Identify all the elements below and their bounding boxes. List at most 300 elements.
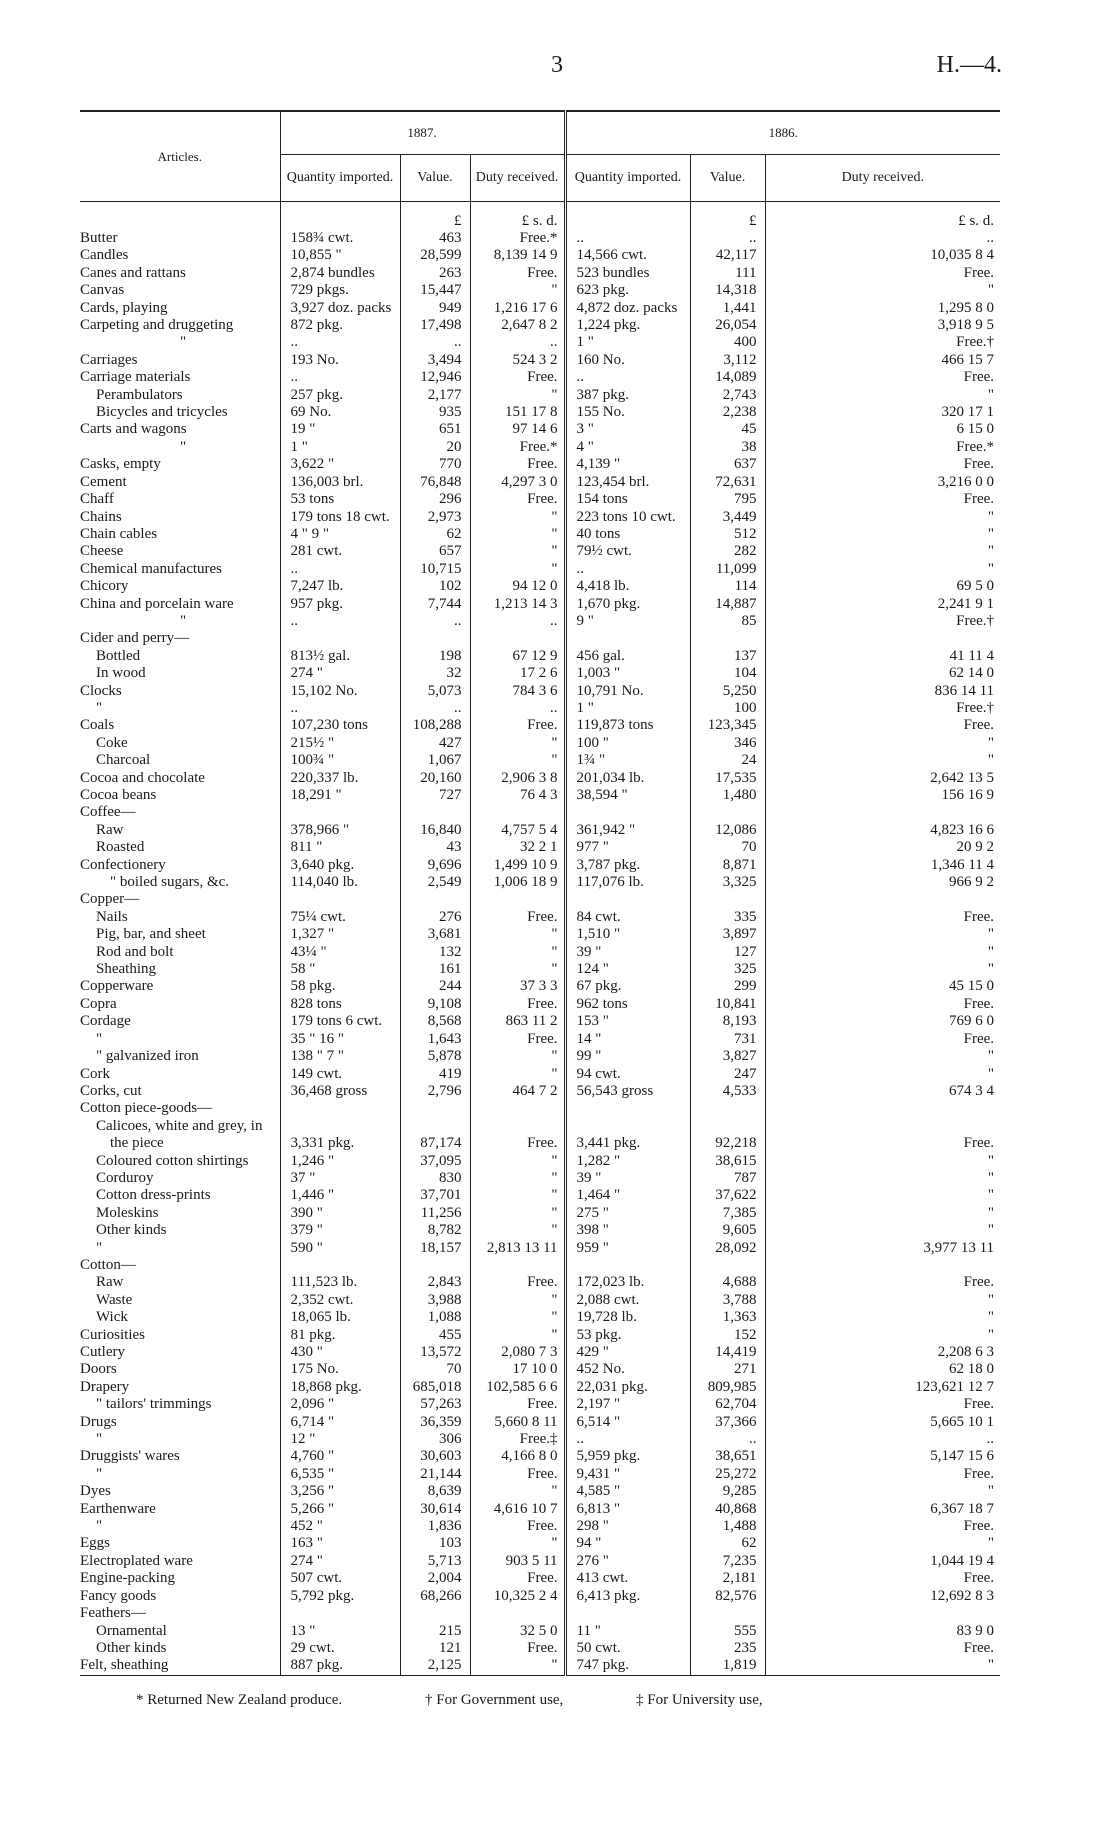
duty-1886-cell: " [765,1048,1000,1065]
table-row [80,874,1000,891]
value-1887-cell: 2,177 [400,387,470,404]
value-1887-cell: 463 [400,230,470,247]
duty-1886-cell: 769 6 0 [765,1013,1000,1030]
duty-1887-cell: " [470,543,565,560]
quantity-1886-cell: 100 " [565,735,690,752]
value-1886-cell: 787 [690,1170,765,1187]
value-1887-cell: 263 [400,265,470,282]
quantity-1887-cell: 58 " [280,961,400,978]
duty-1886-cell: Free. [765,491,1000,508]
duty-1886-cell: " [765,561,1000,578]
value-1886-cell: 85 [690,613,765,630]
duty-1887-cell: " [470,387,565,404]
quantity-1887-cell: 29 cwt. [280,1640,400,1657]
article-cell: " [96,699,103,716]
value-1886-cell: 62,704 [690,1396,765,1413]
value-1887-cell: 11,256 [400,1205,470,1222]
table-row [80,1048,1000,1065]
table-row [80,1657,1000,1675]
article-cell: Cards, playing [80,299,168,316]
quantity-1887-cell: 3,622 " [280,456,400,473]
duty-1886-cell [765,1100,1000,1117]
duty-1887-cell: 1,213 14 3 [470,596,565,613]
article-cell: Dyes [80,1483,111,1500]
table-row [80,543,1000,560]
value-1886-cell: 2,181 [690,1570,765,1587]
duty-1886-cell: 69 5 0 [765,578,1000,595]
value-1887-cell: 70 [400,1361,470,1378]
duty-1886-cell: 836 14 11 [765,683,1000,700]
quantity-1887-cell: 215½ " [280,735,400,752]
value-1886-cell: 4,688 [690,1274,765,1291]
quantity-1886-cell [565,1257,690,1274]
duty-1886-cell: " [765,1066,1000,1083]
duty-1887-cell [470,630,565,647]
quantity-1886-cell: 154 tons [565,491,690,508]
table-row [80,804,1000,821]
value-1886-cell: 14,887 [690,596,765,613]
table-row [80,491,1000,508]
value-1886-cell: 38,615 [690,1153,765,1170]
duty-1886-cell: Free. [765,369,1000,386]
value-1886-cell: 62 [690,1535,765,1552]
duty-1887-cell: 524 3 2 [470,352,565,369]
article-cell: Druggists' wares [80,1448,180,1465]
duty-1887-cell: 4,616 10 7 [470,1501,565,1518]
quantity-1886-cell: 6,813 " [565,1501,690,1518]
duty-1886-cell: Free. [765,1466,1000,1483]
quantity-1887-cell: 811 " [280,839,400,856]
quantity-1886-cell: 2,197 " [565,1396,690,1413]
table-row [80,404,1000,421]
table-row [80,578,1000,595]
quantity-1886-cell [565,1100,690,1117]
quantity-1887-cell [280,804,400,821]
duty-1887-cell: " [470,1048,565,1065]
table-row [80,1153,1000,1170]
value-1887-cell: 276 [400,909,470,926]
duty-1887-cell: " [470,1205,565,1222]
article-cell: Cheese [80,543,124,560]
value-1886-cell: 4,533 [690,1083,765,1100]
quantity-1887-cell: 2,352 cwt. [280,1292,400,1309]
table-row [80,613,1000,630]
article-cell: Cutlery [80,1344,125,1360]
quantity-1887-cell: 590 " [280,1240,400,1257]
table-row [80,509,1000,526]
duty-1886-cell: Free.† [765,700,1000,717]
value-1887-cell: 30,614 [400,1501,470,1518]
page-number: 3 [551,52,563,78]
duty-1887-cell: 2,080 7 3 [470,1344,565,1361]
value-1887-cell: 17,498 [400,317,470,334]
value-1886-cell [690,630,765,647]
duty-1887-cell: 4,166 8 0 [470,1448,565,1465]
article-cell: Chemical manufactures [80,560,223,577]
article-cell: the piece [110,1135,164,1152]
quantity-1887-cell: 378,966 " [280,822,400,839]
duty-1886-cell: 1,295 8 0 [765,300,1000,317]
value-1887-cell: 9,696 [400,857,470,874]
value-1886-cell: 8,871 [690,857,765,874]
value-1887-cell: 121 [400,1640,470,1657]
duty-1887-cell: " [470,944,565,961]
value-1886-cell: 14,318 [690,282,765,299]
quantity-1887-cell: 136,003 brl. [280,474,400,491]
value-1887-cell: 727 [400,787,470,804]
table-row [80,1379,1000,1396]
quantity-1887-cell: 379 " [280,1222,400,1239]
quantity-1886-cell: 123,454 brl. [565,474,690,491]
table-row [80,1100,1000,1117]
quantity-1887-cell: 5,266 " [280,1501,400,1518]
value-1887-cell: 13,572 [400,1344,470,1361]
duty-1887-cell: 4,297 3 0 [470,474,565,491]
quantity-1886-cell: 1,003 " [565,665,690,682]
duty-1886-cell: 62 18 0 [765,1361,1000,1378]
article-cell: Roasted [96,839,145,856]
quantity-1886-cell: 160 No. [565,352,690,369]
value-1886-cell: 3,325 [690,874,765,891]
article-cell: Eggs [80,1535,110,1552]
value-1887-cell: 108,288 [400,717,470,734]
article-cell: Calicoes, white and grey, in [96,1117,263,1134]
article-cell: " [96,1518,103,1535]
quantity-1886-cell: 19,728 lb. [565,1309,690,1326]
duty-1887-cell: 1,216 17 6 [470,300,565,317]
quantity-1887-cell: 36,468 gross [280,1083,400,1100]
value-1886-cell: 9,605 [690,1222,765,1239]
quantity-1886-cell: 456 gal. [565,648,690,665]
table-body [80,202,1000,1676]
table-row [80,961,1000,978]
value-1887-cell: 21,144 [400,1466,470,1483]
article-cell: Drugs [80,1413,117,1430]
article-cell: Cordage [80,1013,131,1030]
table-row [80,1327,1000,1344]
table-row [80,1535,1000,1552]
quantity-1886-cell: 79½ cwt. [565,543,690,560]
quantity-1886-cell: 298 " [565,1518,690,1535]
duty-1887-cell: " [470,561,565,578]
quantity-1886-cell: 1,510 " [565,926,690,943]
quantity-1886-cell: 9 " [565,613,690,630]
duty-1886-cell: 6,367 18 7 [765,1501,1000,1518]
quantity-1886-cell: 977 " [565,839,690,856]
col-duty-1887: Duty received. [470,155,565,202]
value-1886-cell: 137 [690,648,765,665]
duty-1886-cell: Free.† [765,334,1000,351]
duty-1887-cell: " [470,282,565,299]
value-1886-cell [690,891,765,908]
duty-1886-cell: Free. [765,265,1000,282]
table-row [80,1396,1000,1413]
duty-1887-cell: 5,660 8 11 [470,1414,565,1431]
quantity-1887-cell: 149 cwt. [280,1066,400,1083]
table-row [80,230,1000,247]
article-cell: Other kinds [96,1639,167,1656]
article-cell: Raw [96,821,124,838]
quantity-1886-cell [565,1118,690,1135]
value-1887-cell: 37,095 [400,1153,470,1170]
quantity-1887-cell: 18,065 lb. [280,1309,400,1326]
value-1887-cell: 36,359 [400,1414,470,1431]
table-row [80,561,1000,578]
value-1886-cell: 37,622 [690,1187,765,1204]
value-1887-cell [400,1118,470,1135]
duty-1886-cell: 5,665 10 1 [765,1414,1000,1431]
table-row [80,1570,1000,1587]
article-cell: Feathers— [80,1605,146,1622]
quantity-1886-cell: 413 cwt. [565,1570,690,1587]
value-1887-cell: 2,843 [400,1274,470,1291]
quantity-1887-cell: 75¼ cwt. [280,909,400,926]
duty-1886-cell: " [765,1153,1000,1170]
duty-1887-cell: Free. [470,996,565,1013]
value-1886-cell [690,1118,765,1135]
quantity-1886-cell: .. [565,561,690,578]
table-row [80,909,1000,926]
footnote-returned-nz: * Returned New Zealand produce. [136,1692,343,1708]
value-1887-cell [400,804,470,821]
quantity-1887-cell: 281 cwt. [280,543,400,560]
duty-1887-cell: 4,757 5 4 [470,822,565,839]
quantity-1887-cell: .. [280,369,400,386]
duty-1886-cell: 320 17 1 [765,404,1000,421]
article-cell: Canvas [80,282,125,299]
quantity-1887-cell: .. [280,700,400,717]
duty-1887-cell: 2,906 3 8 [470,770,565,787]
table-row [80,282,1000,299]
article-cell: Engine-packing [80,1570,175,1587]
duty-1887-cell: Free. [470,1570,565,1587]
quantity-1887-cell: .. [280,561,400,578]
quantity-1887-cell: .. [280,613,400,630]
quantity-1887-cell: 1,327 " [280,926,400,943]
quantity-1886-cell: 747 pkg. [565,1657,690,1675]
value-1886-cell: 637 [690,456,765,473]
duty-1886-cell: 4,823 16 6 [765,822,1000,839]
duty-1887-cell: 2,813 13 11 [470,1240,565,1257]
duty-1887-cell: Free. [470,265,565,282]
table-row [80,1640,1000,1657]
table-row [80,683,1000,700]
duty-1887-cell: " [470,1327,565,1344]
quantity-1887-cell: 257 pkg. [280,387,400,404]
value-1886-cell: 28,092 [690,1240,765,1257]
table-row [80,352,1000,369]
value-1886-cell: 1,441 [690,300,765,317]
duty-1886-cell: .. [765,1431,1000,1448]
duty-1886-cell: Free. [765,717,1000,734]
table-row [80,1344,1000,1361]
duty-1887-cell: " [470,926,565,943]
duty-1887-cell: " [470,752,565,769]
value-1887-cell: 20 [400,439,470,456]
duty-1886-cell [765,804,1000,821]
duty-1886-cell: Free. [765,1396,1000,1413]
value-1886-cell: 2,238 [690,404,765,421]
value-1886-cell: 100 [690,700,765,717]
quantity-1887-cell: 7,247 lb. [280,578,400,595]
table-row [80,1623,1000,1640]
value-1887-cell: .. [400,334,470,351]
duty-1887-cell: 76 4 3 [470,787,565,804]
unit-value-1887: £ [400,202,470,231]
value-1886-cell: 1,819 [690,1657,765,1675]
quantity-1887-cell: 81 pkg. [280,1327,400,1344]
duty-1886-cell: " [765,1309,1000,1326]
table-row [80,1118,1000,1135]
quantity-1886-cell: 53 pkg. [565,1327,690,1344]
duty-1886-cell [765,1118,1000,1135]
duty-1886-cell [765,891,1000,908]
quantity-1887-cell: 175 No. [280,1361,400,1378]
article-cell: " [180,438,187,455]
duty-1886-cell: 12,692 8 3 [765,1588,1000,1605]
table-row [80,630,1000,647]
duty-1887-cell [470,1118,565,1135]
duty-1886-cell: 45 15 0 [765,978,1000,995]
quantity-1886-cell: 94 " [565,1535,690,1552]
quantity-1887-cell: 15,102 No. [280,683,400,700]
value-1886-cell: 282 [690,543,765,560]
table-row [80,1431,1000,1448]
duty-1886-cell: 20 9 2 [765,839,1000,856]
quantity-1887-cell: 37 " [280,1170,400,1187]
article-cell: Carts and wagons [80,421,187,438]
value-1886-cell [690,1257,765,1274]
value-1887-cell [400,891,470,908]
article-cell: Fancy goods [80,1587,157,1604]
value-1887-cell: 8,639 [400,1483,470,1500]
quantity-1887-cell: 3,256 " [280,1483,400,1500]
duty-1887-cell: " [470,1187,565,1204]
duty-1887-cell: 1,006 18 9 [470,874,565,891]
quantity-1886-cell: 4,139 " [565,456,690,473]
duty-1887-cell: Free. [470,491,565,508]
table-row [80,1483,1000,1500]
value-1886-cell: 3,449 [690,509,765,526]
unit-value-1886: £ [690,202,765,231]
quantity-1887-cell: 18,291 " [280,787,400,804]
duty-1887-cell: Free. [470,369,565,386]
quantity-1887-cell: 43¼ " [280,944,400,961]
duty-1887-cell: Free.* [470,439,565,456]
value-1887-cell: 3,681 [400,926,470,943]
article-cell: " boiled sugars, &c. [110,874,230,891]
value-1887-cell: 685,018 [400,1379,470,1396]
quantity-1887-cell: 10,855 " [280,247,400,264]
duty-1886-cell: " [765,1187,1000,1204]
value-1887-cell: 20,160 [400,770,470,787]
duty-1887-cell: 37 3 3 [470,978,565,995]
duty-1887-cell: Free. [470,456,565,473]
table-row [80,1361,1000,1378]
quantity-1886-cell: 223 tons 10 cwt. [565,509,690,526]
table-row [80,1083,1000,1100]
article-cell: Cotton— [80,1256,136,1273]
quantity-1887-cell [280,630,400,647]
year-1886-header: 1886. [565,111,1000,155]
duty-1887-cell: Free. [470,1518,565,1535]
quantity-1886-cell: 1 " [565,700,690,717]
quantity-1886-cell: 523 bundles [565,265,690,282]
table-row [80,526,1000,543]
duty-1886-cell [765,1605,1000,1622]
value-1887-cell: 12,946 [400,369,470,386]
article-cell: Copra [80,995,117,1012]
articles-header: Articles. [80,111,280,202]
value-1886-cell: 127 [690,944,765,961]
duty-1886-cell: 123,621 12 7 [765,1379,1000,1396]
duty-1886-cell: " [765,735,1000,752]
value-1887-cell: 1,067 [400,752,470,769]
duty-1886-cell: " [765,1170,1000,1187]
quantity-1887-cell [280,1100,400,1117]
value-1887-cell: 161 [400,961,470,978]
imports-table-container [80,110,1000,1676]
value-1887-cell: 1,836 [400,1518,470,1535]
duty-1887-cell: 32 2 1 [470,839,565,856]
duty-1887-cell: " [470,1066,565,1083]
table-row [80,822,1000,839]
quantity-1887-cell: 872 pkg. [280,317,400,334]
value-1887-cell: 7,744 [400,596,470,613]
quantity-1886-cell: 962 tons [565,996,690,1013]
value-1886-cell: 3,112 [690,352,765,369]
value-1887-cell: 770 [400,456,470,473]
article-cell: Corduroy [96,1169,154,1186]
duty-1887-cell: 464 7 2 [470,1083,565,1100]
article-cell: Carriage materials [80,369,191,386]
value-1886-cell: 114 [690,578,765,595]
quantity-1886-cell: 124 " [565,961,690,978]
article-cell: Curiosities [80,1326,146,1343]
table-row [80,1274,1000,1291]
quantity-1887-cell: 163 " [280,1535,400,1552]
article-cell: Carriages [80,351,138,368]
value-1886-cell: 3,897 [690,926,765,943]
duty-1886-cell: 41 11 4 [765,648,1000,665]
quantity-1886-cell: 3,787 pkg. [565,857,690,874]
quantity-1886-cell: 11 " [565,1623,690,1640]
table-row [80,857,1000,874]
value-1886-cell: 3,788 [690,1292,765,1309]
duty-1886-cell: " [765,543,1000,560]
quantity-1886-cell: 38,594 " [565,787,690,804]
quantity-1887-cell: 69 No. [280,404,400,421]
article-cell: Coffee— [80,804,136,821]
table-row [80,387,1000,404]
table-row [80,317,1000,334]
duty-1886-cell: 3,977 13 11 [765,1240,1000,1257]
duty-1886-cell: 2,241 9 1 [765,596,1000,613]
unit-duty-1886: £ s. d. [765,202,1000,231]
quantity-1886-cell: .. [565,369,690,386]
quantity-1886-cell: 14,566 cwt. [565,247,690,264]
article-cell: Waste [96,1291,133,1308]
duty-1886-cell: " [765,282,1000,299]
value-1887-cell: 2,549 [400,874,470,891]
table-row [80,300,1000,317]
col-duty-1886: Duty received. [765,155,1000,202]
quantity-1887-cell: 828 tons [280,996,400,1013]
duty-1887-cell: 863 11 2 [470,1013,565,1030]
article-cell: Chicory [80,578,129,595]
article-cell: Charcoal [96,752,151,769]
quantity-1887-cell: 53 tons [280,491,400,508]
